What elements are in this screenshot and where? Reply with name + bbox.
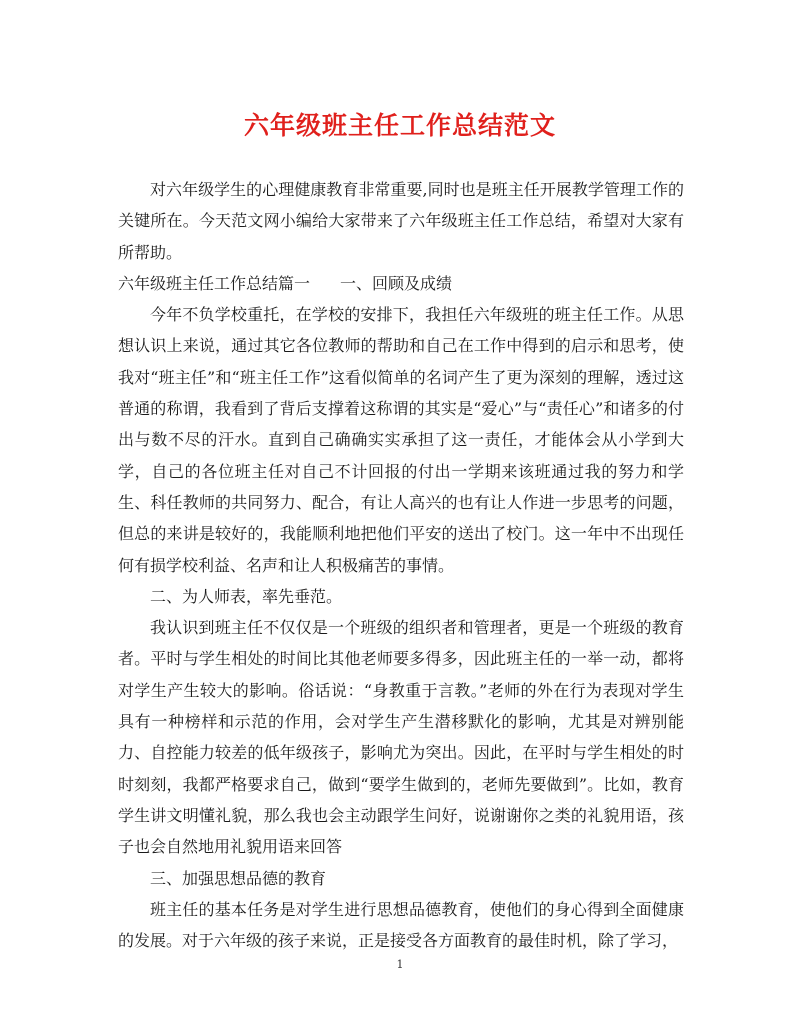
section2-paragraph: 我认识到班主任不仅仅是一个班级的组织者和管理者，更是一个班级的教育者。平时与学生相处的时间比其他老师要多得多，因此班主任的一举一动，都将对学生产生较大的影响。俗话说：“身教重于言教。”老师的外在行为表现对学生具有一种榜样和示范的作用，会对学生产生潜移默化的影响，尤其是对辨别能力、自控能力较差的低年级孩子，影响尤为突出。因此，在平时与学生相处的时时刻刻，我都严格要求自己，做到“要学生做到的，老师先要做到”。比如，教育学生讲文明懂礼貌，那么我也会主动跟学生问好，说谢谢你之类的礼貌用语，孩子也会自然地用礼貌用语来回答 xyxy=(118,618,684,857)
section1-paragraph: 今年不负学校重托，在学校的安排下，我担任六年级班的班主任工作。从思想认识上来说，通过其它各位教师的帮助和自己在工作中得到的启示和思考，使我对“班主任”和“班主任工作”这看似简单的名词产生了更为深刻的理解，透过这普通的称谓，我看到了背后支撑着这称谓的其实是“爱心”与“责任心”和诸多的付出与数不尽的汗水。直到自己确确实实承担了这一责任，才能体会从小学到大学，自己的各位班主任对自己不计回报的付出一学期来该班通过我的努力和学生、科任教师的共同努力、配合，有让人高兴的也有让人作进一步思考的问题，但总的来讲是较好的，我能顺利地把他们平安的送出了校门。这一年中不出现任何有损学校利益、名声和让人积极痛苦的事情。 xyxy=(118,305,684,575)
section3-paragraph: 班主任的基本任务是对学生进行思想品德教育，使他们的身心得到全面健康的发展。对于六年级的孩子来说，正是接受各方面教育的最佳时机，除了学习， xyxy=(118,899,684,951)
intro-paragraph: 对六年级学生的心理健康教育非常重要,同时也是班主任开展教学管理工作的关键所在。今天范文网小编给大家带来了六年级班主任工作总结，希望对大家有所帮助。 xyxy=(118,180,684,262)
document-body xyxy=(118,174,684,956)
section3-heading: 三、加强思想品德的教育 xyxy=(150,868,327,888)
section1-heading: 一、回顾及成绩 xyxy=(340,273,453,293)
document-title: 六年级班主任工作总结范文 xyxy=(243,111,556,140)
page-number: 1 xyxy=(396,958,404,971)
section2-heading: 二、为人师表，率先垂范。 xyxy=(150,586,343,606)
part-label: 六年级班主任工作总结篇一 xyxy=(118,273,311,293)
part-heading-line xyxy=(118,268,684,299)
